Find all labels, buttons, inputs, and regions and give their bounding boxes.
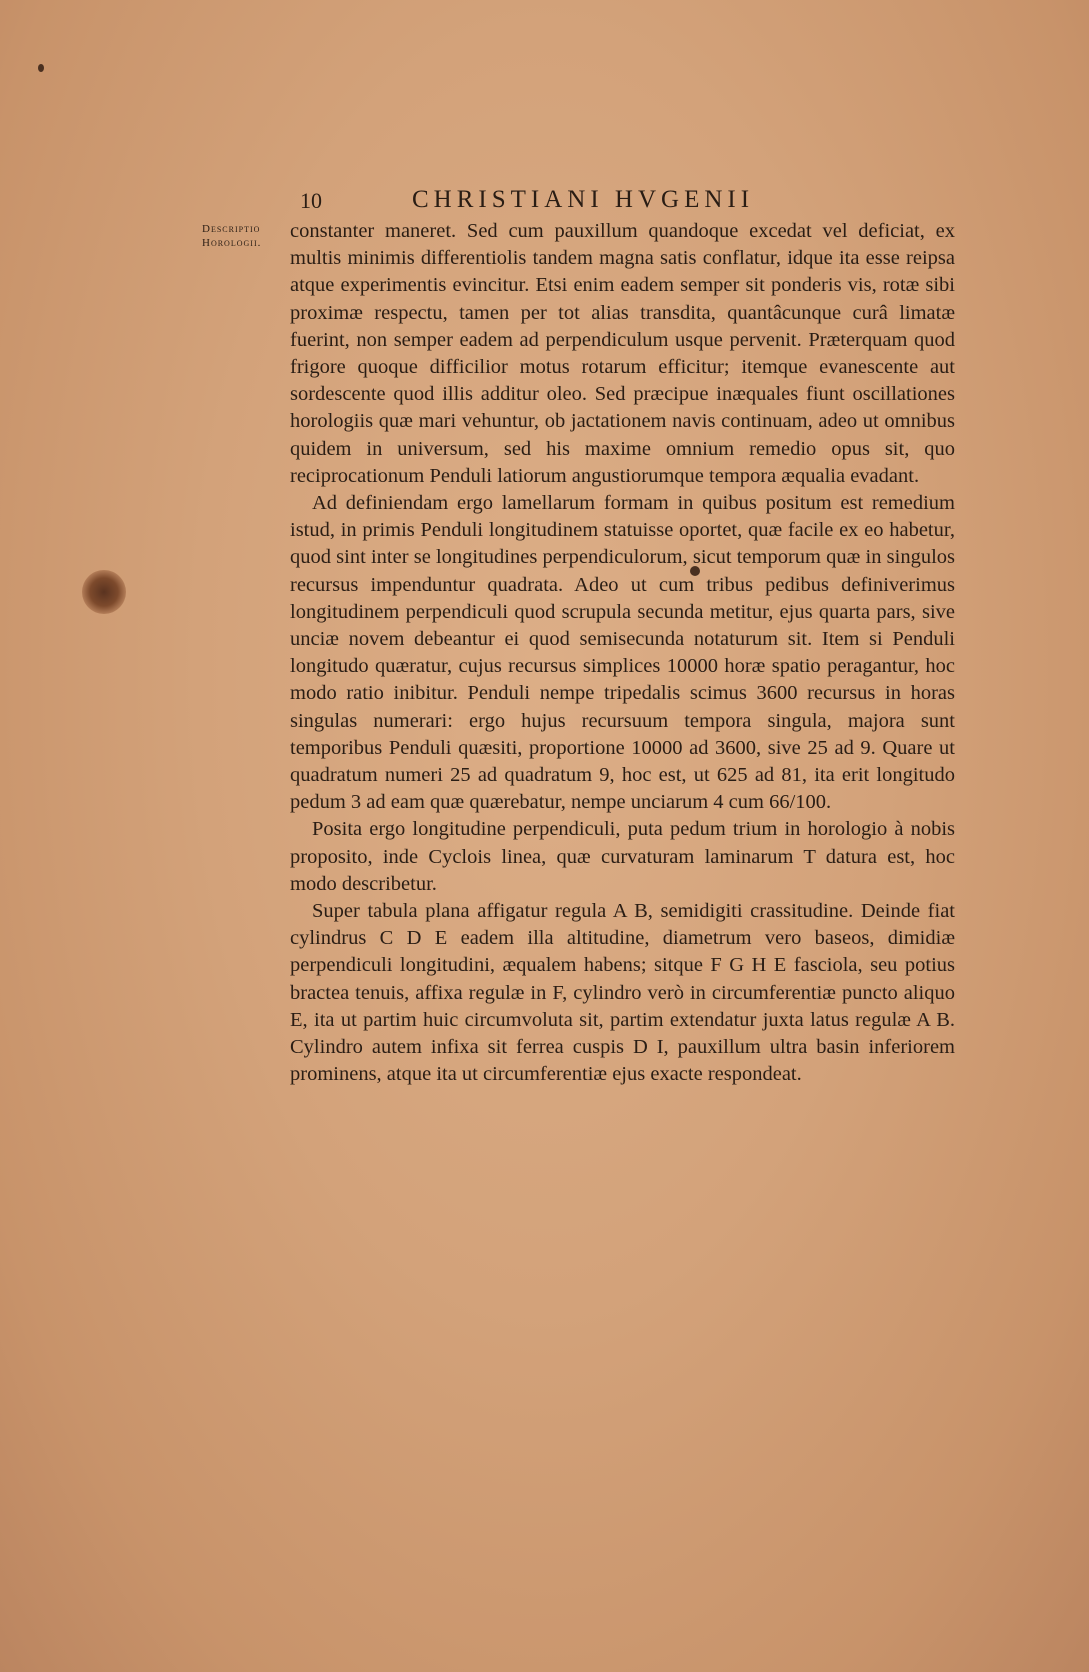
page-number: 10 xyxy=(300,188,322,213)
ink-stain xyxy=(82,570,126,614)
paragraph-1: constanter maneret. Sed cum pauxillum quandoque excedat vel deficiat, ex multis minimis differentiolis tandem magna satis conflatur, idque ita esse reipsa atque experimentis evincitur. Etsi enim eadem semper sit ponderis vis, rotæ sibi proximæ respectu, tamen per tot alias transdita, quantâcunque curâ limatæ fuerint, non semper eadem ad perpendiculum usque pervenit. Præterquam quod frigore quoque difficilior motus rotarum efficitur; itemque evanescente aut sordescente quod illis additur oleo. Sed præcipue inæquales fiunt oscillationes horologiis quæ mari vehuntur, ob jactationem navis continuam, adeo ut omnibus quidem in universum, sed his maxime omnium remedio opus sit, quo reciprocationum Penduli latiorum angustiorumque tempora æqualia evadant. xyxy=(290,220,955,487)
paragraph-2: Ad definiendam ergo lamellarum formam in quibus positum est remedium istud, in primis Penduli longitudinem statuisse oportet, quæ facile ex eo habetur, quod sint inter se longitudines perpendiculorum, sicut temporum quæ in singulos recursus impenduntur quadrata. Adeo ut cum tribus pedibus definiverimus longitudinem perpendiculi quod scrupula secunda metitur, ejus quarta pars, sive unciæ novem debeantur ei quod semisecunda notaturum sit. Item si Penduli longitudo quæratur, cujus recursus simplices 10000 horæ spatio peragantur, hoc modo ratio inibitur. Penduli nempe tripedalis scimus 3600 recursus in horas singulas numerari: ergo hujus recursuum tempora singula, majora sunt temporibus Penduli quæsiti, proportione 10000 ad 3600, sive 25 ad 9. Quare ut quadratum numeri 25 ad quadratum 9, hoc est, ut 625 ad 81, ita erit longitudo pedum 3 ad eam quæ quærebatur, nempe unciarum 4 cum 66/100. xyxy=(290,492,955,814)
running-header xyxy=(300,186,920,220)
margin-note: Descriptio Horologii. xyxy=(202,223,262,249)
body-text xyxy=(290,218,955,1089)
paragraph-3: Posita ergo longitudine perpendiculi, puta pedum trium in horologio à nobis proposito, inde Cyclois linea, quæ curvaturam laminarum T datura est, hoc modo describetur. xyxy=(290,818,955,895)
paragraph-4: Super tabula plana affigatur regula A B, semidigiti crassitudine. Deinde fiat cylindrus C D E eadem illa altitudine, diametrum vero baseos, dimidiæ perpendiculi longitudini, æqualem habens; sitque F G H E fasciola, seu potius bractea tenuis, affixa regulæ in F, cylindro verò in circumferentiæ puncto aliquo E, ita ut partim huic circumvoluta sit, partim extendatur juxta latus regulæ A B. Cylindro autem infixa sit ferrea cuspis D I, pauxillum ultra basin inferiorem prominens, atque ita ut circumferentiæ ejus exacte respondeat. xyxy=(290,900,955,1086)
running-title: CHRISTIANI HVGENII xyxy=(412,186,755,213)
page-speck xyxy=(38,64,44,72)
